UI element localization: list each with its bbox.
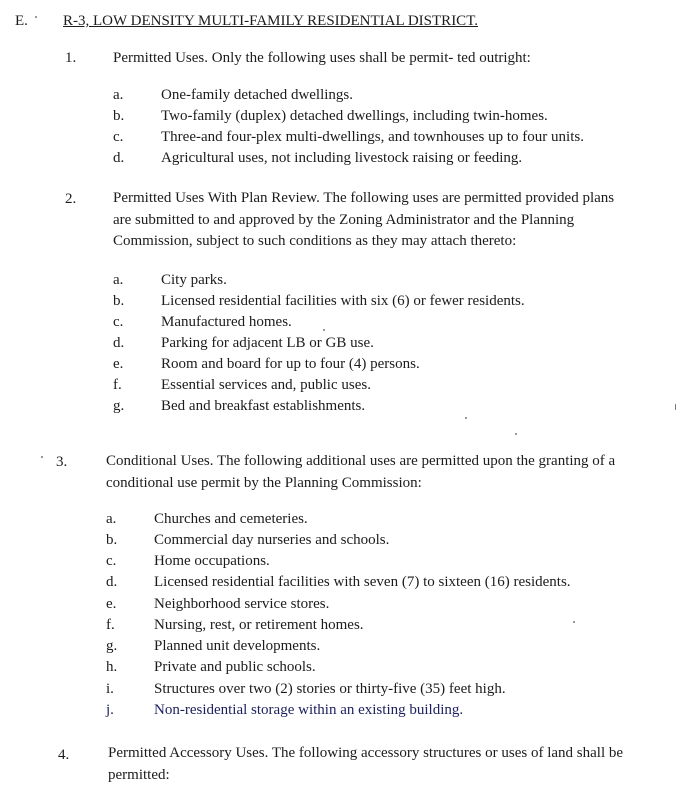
item-letter: d. bbox=[106, 574, 118, 590]
item-text: Non-residential storage within an existing building. bbox=[154, 702, 464, 718]
item-text: Licensed residential facilities with seven (7) to sixteen (16) residents. bbox=[154, 574, 571, 590]
item-text: Three-and four-plex multi-dwellings, and townhouses up to four units. bbox=[161, 129, 584, 145]
item-text: City parks. bbox=[161, 272, 227, 288]
scan-speck bbox=[515, 433, 517, 435]
item-text: Room and board for up to four (4) persons. bbox=[161, 356, 420, 372]
item-text: Bed and breakfast establishments. bbox=[161, 398, 366, 414]
section-number: 2. bbox=[65, 191, 77, 207]
item-letter: g. bbox=[106, 638, 118, 654]
item-text: Essential services and, public uses. bbox=[161, 377, 371, 393]
item-text: Two-family (duplex) detached dwellings, including twin-homes. bbox=[161, 108, 548, 124]
item-letter: a. bbox=[113, 272, 124, 288]
item-letter: g. bbox=[113, 398, 125, 414]
item-text: Commercial day nurseries and schools. bbox=[154, 532, 390, 548]
item-letter: e. bbox=[113, 356, 124, 372]
scan-speck bbox=[675, 404, 676, 410]
item-text: Licensed residential facilities with six (6) or fewer residents. bbox=[161, 293, 525, 309]
section-intro: Permitted Uses With Plan Review. The following uses are permitted provided plans are submitted to and approved by the Zoning Administrator and the Planning Commission, subject to such conditions as they may attach thereto: bbox=[113, 190, 615, 249]
item-text: Churches and cemeteries. bbox=[154, 511, 308, 527]
item-letter: i. bbox=[106, 681, 114, 697]
item-text: Home occupations. bbox=[154, 553, 270, 569]
item-text: Neighborhood service stores. bbox=[154, 596, 330, 612]
section-number: 3. bbox=[56, 454, 68, 470]
scan-speck bbox=[573, 621, 575, 623]
section-number: 4. bbox=[58, 747, 70, 763]
section-intro: Permitted Accessory Uses. The following accessory structures or uses of land shall be permitted: bbox=[108, 745, 624, 783]
section-intro: Conditional Uses. The following additional uses are permitted upon the granting of a conditional use permit by the Planning Commission: bbox=[106, 453, 616, 491]
scan-speck bbox=[41, 456, 43, 458]
item-letter: h. bbox=[106, 659, 118, 675]
item-text: Parking for adjacent LB or GB use. bbox=[161, 335, 374, 351]
scan-speck bbox=[35, 16, 37, 18]
item-letter: j. bbox=[106, 702, 114, 718]
item-text: One-family detached dwellings. bbox=[161, 87, 354, 103]
item-letter: b. bbox=[106, 532, 118, 548]
section-letter: E. bbox=[15, 13, 28, 29]
item-text: Private and public schools. bbox=[154, 659, 316, 675]
item-text: Nursing, rest, or retirement homes. bbox=[154, 617, 364, 633]
item-letter: f. bbox=[106, 617, 115, 633]
district-title: R-3, LOW DENSITY MULTI-FAMILY RESIDENTIAL DISTRICT. bbox=[63, 13, 478, 29]
item-text: Manufactured homes. bbox=[161, 314, 292, 330]
item-letter: c. bbox=[106, 553, 117, 569]
section-number: 1. bbox=[65, 50, 77, 66]
item-text: Planned unit developments. bbox=[154, 638, 321, 654]
item-letter: b. bbox=[113, 293, 125, 309]
item-text: Structures over two (2) stories or thirty-five (35) feet high. bbox=[154, 681, 506, 697]
scan-speck bbox=[323, 329, 325, 331]
section-intro: Permitted Uses. Only the following uses shall be permit- ted outright: bbox=[113, 50, 531, 66]
item-letter: d. bbox=[113, 150, 125, 166]
item-letter: f. bbox=[113, 377, 122, 393]
scan-speck bbox=[465, 417, 467, 419]
item-letter: e. bbox=[106, 596, 117, 612]
item-letter: a. bbox=[113, 87, 124, 103]
item-letter: c. bbox=[113, 314, 124, 330]
item-letter: d. bbox=[113, 335, 125, 351]
item-letter: c. bbox=[113, 129, 124, 145]
item-letter: a. bbox=[106, 511, 117, 527]
item-letter: b. bbox=[113, 108, 125, 124]
item-text: Agricultural uses, not including livestock raising or feeding. bbox=[161, 150, 523, 166]
